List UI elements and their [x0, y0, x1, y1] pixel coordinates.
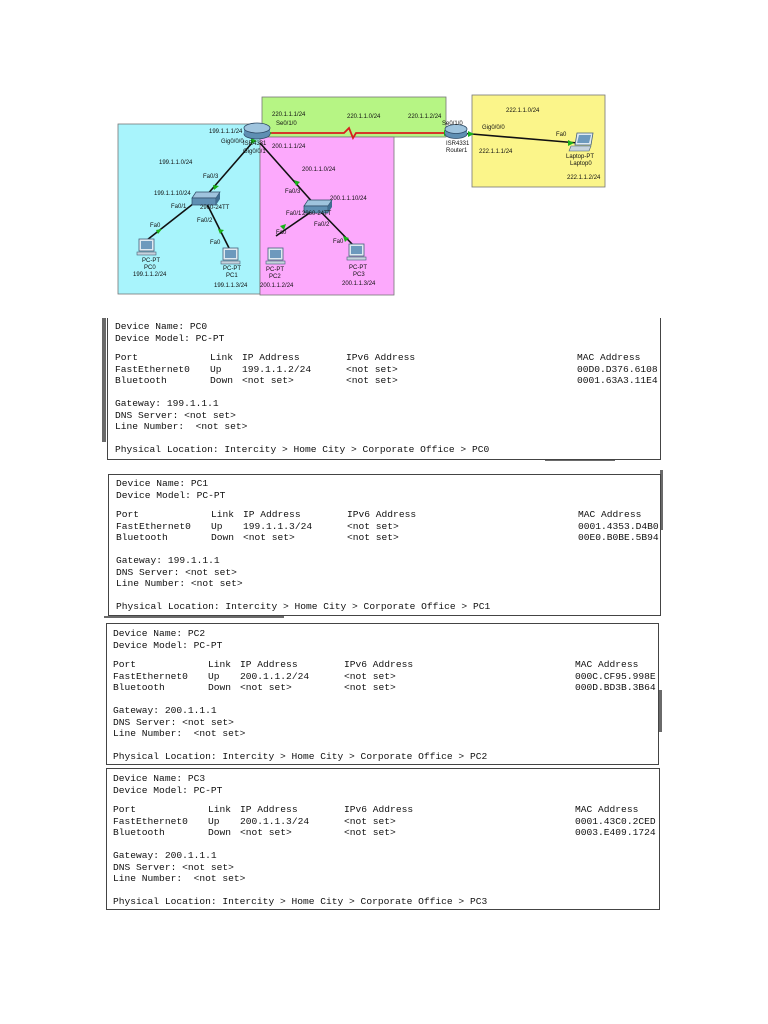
cell-link: Down	[208, 827, 232, 838]
device-info-panel-pc2	[106, 623, 659, 765]
label-pc3-port: Fa0	[333, 239, 344, 245]
device-model: Device Model: PC-PT	[115, 332, 225, 344]
col-ip: IP Address	[243, 509, 301, 520]
network-topology-diagram	[0, 0, 768, 300]
cell-ipv6: <not set>	[346, 375, 398, 386]
label-router1-gig-ip: 222.1.1.1/24	[479, 149, 513, 155]
cell-mac: 0003.E409.1724	[575, 827, 656, 838]
dns-server: DNS Server: <not set>	[116, 566, 237, 578]
label-switch0-port-left: Fa0/1	[171, 204, 187, 210]
line-number: Line Number: <not set>	[113, 728, 246, 739]
label-pc2-ip: 200.1.1.2/24	[260, 283, 294, 289]
cell-link: Down	[210, 375, 234, 386]
label-pc0-type: PC-PT	[142, 258, 160, 264]
label-router0-gig1-ip: 200.1.1.1/24	[272, 144, 306, 150]
label-router0-serial-ip: 220.1.1.1/24	[272, 112, 306, 118]
col-mac: MAC Address	[575, 659, 639, 670]
physical-location: Physical Location: Intercity > Home City > Corporate Office > PC2	[113, 751, 488, 762]
physical-location: Physical Location: Intercity > Home City > Corporate Office > PC1	[116, 601, 491, 612]
cell-port: Bluetooth	[116, 532, 168, 543]
label-pc2-name: PC2	[269, 274, 281, 280]
label-laptop-name: Laptop0	[570, 161, 592, 167]
cell-ip: <not set>	[240, 682, 292, 693]
col-link: Link	[208, 659, 232, 670]
label-router0-serial-port: Se0/1/0	[276, 121, 297, 127]
label-switch0-model: 2960-24TT	[200, 205, 230, 211]
cell-mac: 000C.CF95.998E	[575, 670, 656, 682]
label-router0-gig1: Gig0/0/1	[243, 149, 266, 155]
cell-ip: 200.1.1.2/24	[240, 670, 310, 682]
label-pc1-type: PC-PT	[223, 266, 241, 272]
label-switch1-ip: 200.1.1.10/24	[330, 196, 367, 202]
dns-server: DNS Server: <not set>	[113, 716, 234, 728]
cell-ipv6: <not set>	[344, 670, 396, 682]
label-lan1-network: 199.1.1.0/24	[159, 160, 193, 166]
cell-mac: 0001.4353.D4B0	[578, 520, 659, 532]
cell-mac: 00E0.B0BE.5B94	[578, 532, 659, 543]
col-ip: IP Address	[242, 352, 300, 363]
cell-link: Up	[208, 815, 220, 827]
cell-mac: 00D0.D376.6108	[577, 363, 658, 375]
cell-ipv6: <not set>	[346, 363, 398, 375]
gateway: Gateway: 200.1.1.1	[113, 850, 217, 861]
col-port: Port	[115, 352, 139, 363]
col-link: Link	[208, 804, 232, 815]
label-router0-model: ISR4331	[243, 141, 267, 147]
table-row	[113, 682, 658, 694]
table-row	[113, 671, 658, 683]
cell-mac: 0001.43C0.2CED	[575, 815, 656, 827]
cell-port: FastEthernet0	[116, 520, 191, 532]
router0-icon[interactable]	[244, 123, 270, 139]
label-switch1-port-right: Fa0/2	[314, 222, 330, 228]
cell-port: FastEthernet0	[115, 363, 190, 375]
gateway: Gateway: 200.1.1.1	[113, 705, 217, 716]
line-number: Line Number: <not set>	[116, 578, 243, 589]
device-model: Device Model: PC-PT	[113, 639, 223, 651]
label-pc1-port: Fa0	[210, 240, 221, 246]
cell-mac: 0001.63A3.11E4	[577, 375, 658, 386]
cell-ipv6: <not set>	[344, 827, 396, 838]
cell-ip: 200.1.1.3/24	[240, 815, 310, 827]
device-model: Device Model: PC-PT	[113, 784, 223, 796]
cell-link: Up	[210, 363, 222, 375]
label-router1-serial-ip: 220.1.1.2/24	[408, 114, 442, 120]
cell-ipv6: <not set>	[344, 682, 396, 693]
cell-port: FastEthernet0	[113, 670, 188, 682]
port-table-header	[115, 352, 660, 364]
label-pc0-name: PC0	[144, 265, 156, 271]
device-name: Device Name: PC1	[116, 478, 209, 489]
label-pc1-ip: 199.1.1.3/24	[214, 283, 248, 289]
col-ipv6: IPv6 Address	[344, 804, 414, 815]
pc2-icon[interactable]	[266, 248, 285, 264]
cell-ip: <not set>	[240, 827, 292, 838]
cell-link: Up	[208, 670, 220, 682]
pc3-icon[interactable]	[347, 244, 366, 260]
cell-mac: 000D.BD3B.3B64	[575, 682, 656, 693]
label-laptop-port: Fa0	[556, 132, 567, 138]
col-port: Port	[113, 659, 137, 670]
label-pc0-ip: 199.1.1.2/24	[133, 272, 167, 278]
line-number: Line Number: <not set>	[115, 421, 248, 432]
col-ip: IP Address	[240, 804, 298, 815]
label-switch0-port-right: Fa0/2	[197, 218, 213, 224]
col-ipv6: IPv6 Address	[347, 509, 417, 520]
col-link: Link	[210, 352, 234, 363]
col-port: Port	[116, 509, 140, 520]
gateway: Gateway: 199.1.1.1	[115, 398, 219, 409]
screenshot-fragment	[102, 318, 106, 442]
device-model: Device Model: PC-PT	[116, 489, 226, 501]
gateway: Gateway: 199.1.1.1	[116, 555, 220, 566]
label-switch1-model: 2960-24TT	[302, 211, 332, 217]
device-name: Device Name: PC0	[115, 321, 208, 332]
port-table-header	[116, 509, 660, 521]
label-pc3-ip: 200.1.1.3/24	[342, 281, 376, 287]
device-info-panel-pc0	[107, 318, 661, 460]
label-router1-name: Router1	[446, 148, 468, 154]
cell-port: Bluetooth	[113, 682, 165, 693]
label-pc0-port: Fa0	[150, 223, 161, 229]
cell-ip: 199.1.1.3/24	[243, 520, 313, 532]
cell-link: Down	[208, 682, 232, 693]
label-pc3-type: PC-PT	[349, 265, 367, 271]
cell-port: Bluetooth	[115, 375, 167, 386]
table-row	[113, 816, 659, 828]
cell-ipv6: <not set>	[347, 520, 399, 532]
physical-location: Physical Location: Intercity > Home City > Corporate Office > PC0	[115, 444, 490, 455]
port-table-header	[113, 804, 659, 816]
cell-ipv6: <not set>	[347, 532, 399, 543]
label-pc2-type: PC-PT	[266, 267, 284, 273]
cell-ip: <not set>	[243, 532, 295, 543]
switch0-icon[interactable]	[192, 192, 220, 205]
col-mac: MAC Address	[577, 352, 641, 363]
label-switch0-port-up: Fa0/3	[203, 174, 219, 180]
table-row	[116, 532, 660, 544]
table-row	[115, 375, 660, 387]
col-port: Port	[113, 804, 137, 815]
table-row	[115, 364, 660, 376]
label-switch1-port-left: Fa0/1	[286, 211, 302, 217]
screenshot-fragment	[104, 616, 284, 618]
col-mac: MAC Address	[575, 804, 639, 815]
device-info-panel-pc3	[106, 768, 660, 910]
pc1-icon[interactable]	[221, 248, 240, 264]
label-router1-serial-port: Se0/1/0	[442, 121, 463, 127]
device-info-panel-pc1	[108, 474, 661, 616]
label-laptop-type: Laptop-PT	[566, 154, 595, 160]
label-lan3-network: 222.1.1.0/24	[506, 108, 540, 114]
label-wan-network: 220.1.1.0/24	[347, 114, 381, 120]
cell-port: Bluetooth	[113, 827, 165, 838]
cell-ipv6: <not set>	[344, 815, 396, 827]
col-ip: IP Address	[240, 659, 298, 670]
device-name: Device Name: PC3	[113, 773, 206, 784]
label-router1-model: ISR4331	[446, 141, 470, 147]
label-switch1-port-up: Fa0/3	[285, 189, 301, 195]
label-laptop-ip: 222.1.1.2/24	[567, 175, 601, 181]
dns-server: DNS Server: <not set>	[113, 861, 234, 873]
physical-location: Physical Location: Intercity > Home City > Corporate Office > PC3	[113, 896, 488, 907]
label-router0-gig0: Gig0/0/0	[221, 139, 244, 145]
label-switch0-ip: 199.1.1.10/24	[154, 191, 191, 197]
cell-ip: 199.1.1.2/24	[242, 363, 312, 375]
col-link: Link	[211, 509, 235, 520]
line-number: Line Number: <not set>	[113, 873, 246, 884]
label-router0-ip: 199.1.1.1/24	[209, 129, 243, 135]
screenshot-fragment	[659, 690, 662, 732]
col-mac: MAC Address	[578, 509, 642, 520]
table-row	[116, 521, 660, 533]
cell-port: FastEthernet0	[113, 815, 188, 827]
port-table-header	[113, 659, 658, 671]
device-name: Device Name: PC2	[113, 628, 206, 639]
label-lan2-network: 200.1.1.0/24	[302, 167, 336, 173]
label-pc2-port: Fa0	[276, 230, 287, 236]
pc0-icon[interactable]	[137, 239, 156, 255]
label-router1-gig: Gig0/0/0	[482, 125, 505, 131]
label-pc1-name: PC1	[226, 273, 238, 279]
col-ipv6: IPv6 Address	[346, 352, 416, 363]
table-row	[113, 827, 659, 839]
dns-server: DNS Server: <not set>	[115, 409, 236, 421]
cell-link: Up	[211, 520, 223, 532]
label-pc3-name: PC3	[353, 272, 365, 278]
cell-ip: <not set>	[242, 375, 294, 386]
cell-link: Down	[211, 532, 235, 543]
col-ipv6: IPv6 Address	[344, 659, 414, 670]
